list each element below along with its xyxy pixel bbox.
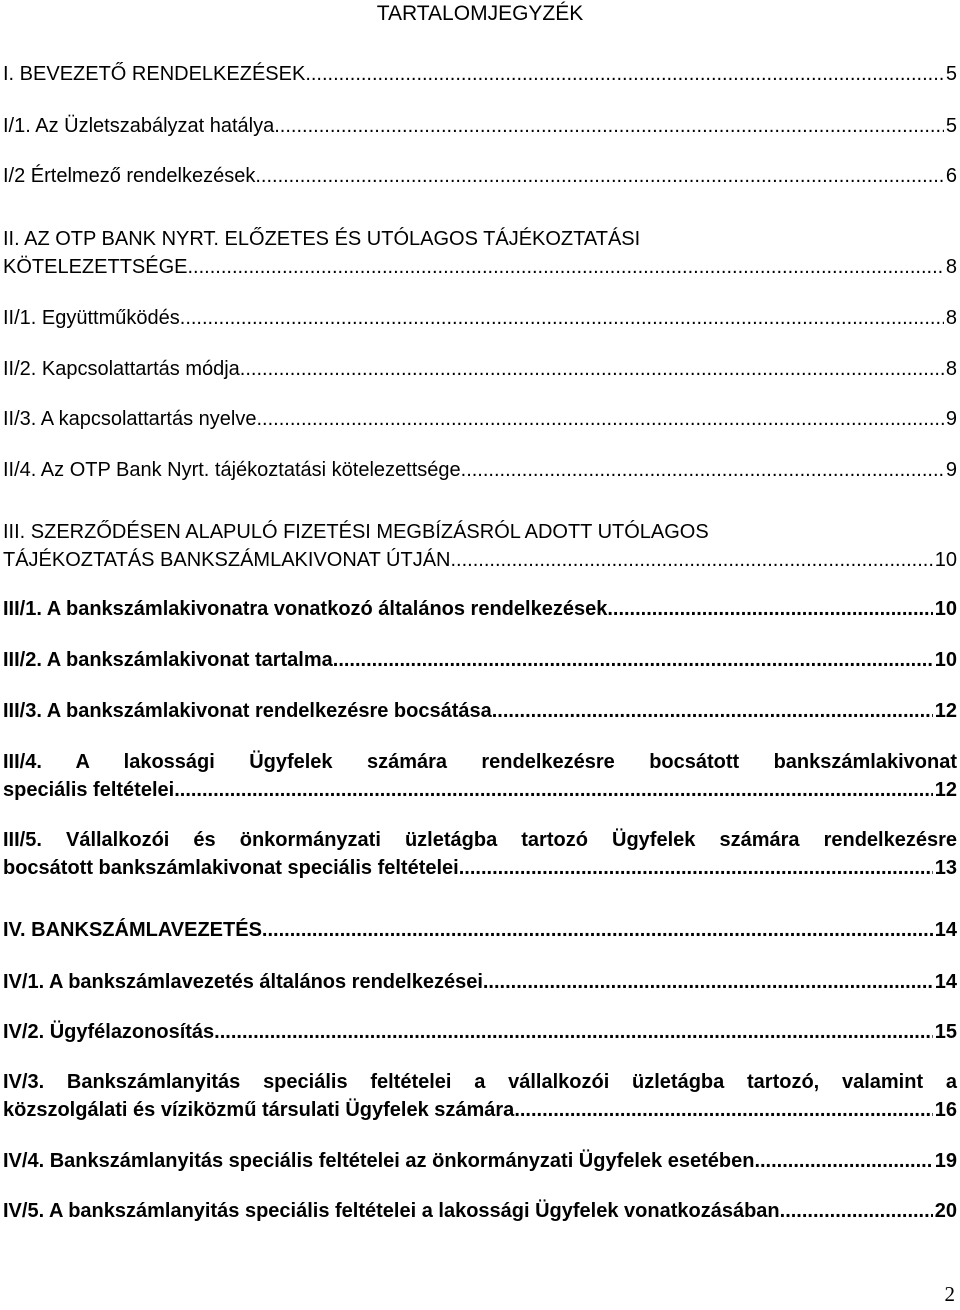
leader-dots xyxy=(450,546,932,574)
toc-entry-page: 19 xyxy=(934,1150,957,1172)
toc-entry-page: 20 xyxy=(934,1200,957,1222)
leader-dots xyxy=(333,646,933,674)
toc-entry-text: I/1. Az Üzletszabályzat hatálya xyxy=(3,115,275,137)
toc-entry[interactable] xyxy=(3,595,957,623)
toc-entry-page: 10 xyxy=(934,649,957,671)
toc-entry-text-line1: III/4. A lakossági Ügyfelek számára rendelkezésre bocsátott bankszámlakivonat xyxy=(3,751,957,773)
toc-entry[interactable] xyxy=(3,697,957,725)
toc-entry[interactable] xyxy=(3,456,957,484)
toc-entry[interactable] xyxy=(3,225,957,281)
toc-entry[interactable] xyxy=(3,304,957,332)
leader-dots xyxy=(240,355,944,383)
leader-dots xyxy=(492,697,933,725)
toc-entry-page: 8 xyxy=(945,358,957,380)
leader-dots xyxy=(256,405,943,433)
toc-entry[interactable] xyxy=(3,60,957,88)
toc-entry[interactable] xyxy=(3,518,957,574)
toc-entry-page: 16 xyxy=(934,1099,957,1121)
toc-entry-page: 5 xyxy=(945,63,957,85)
toc-entry[interactable] xyxy=(3,1018,957,1046)
toc-entry-text-line1: III. SZERZŐDÉSEN ALAPULÓ FIZETÉSI MEGBÍZÁSRÓL ADOTT UTÓLAGOS xyxy=(3,521,709,543)
leader-dots xyxy=(274,112,944,140)
toc-entry-page: 10 xyxy=(934,598,957,620)
toc-entry-page: 14 xyxy=(934,919,957,941)
toc-entry-text: III/3. A bankszámlakivonat rendelkezésre bocsátása xyxy=(3,700,492,722)
toc-entry-text: II/4. Az OTP Bank Nyrt. tájékoztatási kötelezettsége xyxy=(3,459,461,481)
toc-entry-page: 14 xyxy=(934,971,957,993)
toc-entry-page: 5 xyxy=(945,115,957,137)
toc-entry-page: 8 xyxy=(945,256,957,278)
toc-entry-page: 12 xyxy=(934,700,957,722)
toc-entry-text: TÁJÉKOZTATÁS BANKSZÁMLAKIVONAT ÚTJÁN xyxy=(3,549,451,571)
toc-entry-page: 6 xyxy=(945,165,957,187)
toc-entry-text: I/2 Értelmező rendelkezések xyxy=(3,165,256,187)
toc-entry-page: 8 xyxy=(945,307,957,329)
toc-entry-text: III/1. A bankszámlakivonatra vonatkozó általános rendelkezések xyxy=(3,598,608,620)
leader-dots xyxy=(459,854,933,882)
toc-entry[interactable] xyxy=(3,162,957,190)
toc-entry-text: IV/2. Ügyfélazonosítás xyxy=(3,1021,215,1043)
leader-dots xyxy=(461,456,944,484)
toc-entry[interactable] xyxy=(3,112,957,140)
leader-dots xyxy=(514,1096,932,1124)
leader-dots xyxy=(180,304,944,332)
leader-dots xyxy=(262,916,933,944)
toc-entry-text: II/3. A kapcsolattartás nyelve xyxy=(3,408,257,430)
toc-entry-text: II/1. Együttműködés xyxy=(3,307,180,329)
leader-dots xyxy=(754,1147,932,1175)
leader-dots xyxy=(174,776,933,804)
toc-entry-page: 9 xyxy=(945,459,957,481)
leader-dots xyxy=(255,162,944,190)
toc-entry[interactable] xyxy=(3,968,957,996)
toc-entry-page: 13 xyxy=(934,857,957,879)
toc-entry-page: 15 xyxy=(934,1021,957,1043)
toc-entry-text: IV/5. A bankszámlanyitás speciális feltételei a lakossági Ügyfelek vonatkozásában xyxy=(3,1200,780,1222)
leader-dots xyxy=(305,60,944,88)
toc-title: TARTALOMJEGYZÉK xyxy=(376,2,584,25)
leader-dots xyxy=(483,968,933,996)
toc-entry-page: 9 xyxy=(945,408,957,430)
toc-entry-text: I. BEVEZETŐ RENDELKEZÉSEK xyxy=(3,63,306,85)
toc-entry[interactable] xyxy=(3,1147,957,1175)
toc-entry[interactable] xyxy=(3,916,957,944)
toc-entry[interactable] xyxy=(3,405,957,433)
leader-dots xyxy=(214,1018,933,1046)
toc-entry-text: IV/4. Bankszámlanyitás speciális feltételei az önkormányzati Ügyfelek esetében xyxy=(3,1150,755,1172)
toc-entry-text: bocsátott bankszámlakivonat speciális feltételei xyxy=(3,857,459,879)
toc-entry-text: II/2. Kapcsolattartás módja xyxy=(3,358,240,380)
page-number: 2 xyxy=(944,1282,955,1306)
toc-entry-text-line1: II. AZ OTP BANK NYRT. ELŐZETES ÉS UTÓLAGOS TÁJÉKOZTATÁSI xyxy=(3,228,641,250)
toc-entry-page: 12 xyxy=(934,779,957,801)
toc-entry-text: III/2. A bankszámlakivonat tartalma xyxy=(3,649,333,671)
toc-entry-text-line1: III/5. Vállalkozói és önkormányzati üzletágba tartozó Ügyfelek számára rendelkezésre xyxy=(3,829,957,851)
toc-entry-text: IV. BANKSZÁMLAVEZETÉS xyxy=(3,919,262,941)
leader-dots xyxy=(607,595,932,623)
leader-dots xyxy=(187,253,943,281)
toc-entry-text: IV/1. A bankszámlavezetés általános rendelkezései xyxy=(3,971,483,993)
toc-entry-text: közszolgálati és víziközmű társulati Ügyfelek számára xyxy=(3,1099,515,1121)
toc-entry-text: speciális feltételei xyxy=(3,779,175,801)
toc-entry[interactable] xyxy=(3,748,957,804)
toc-entry[interactable] xyxy=(3,1068,957,1124)
toc-entry[interactable] xyxy=(3,1197,957,1225)
toc-entry[interactable] xyxy=(3,826,957,882)
toc-entry-page: 10 xyxy=(934,549,957,571)
toc-entry[interactable] xyxy=(3,646,957,674)
toc-entry-text-line1: IV/3. Bankszámlanyitás speciális feltételei a vállalkozói üzletágba tartozó, valamint a xyxy=(3,1071,957,1093)
leader-dots xyxy=(780,1197,933,1225)
toc-entry[interactable] xyxy=(3,355,957,383)
toc-entry-text: KÖTELEZETTSÉGE xyxy=(3,256,188,278)
